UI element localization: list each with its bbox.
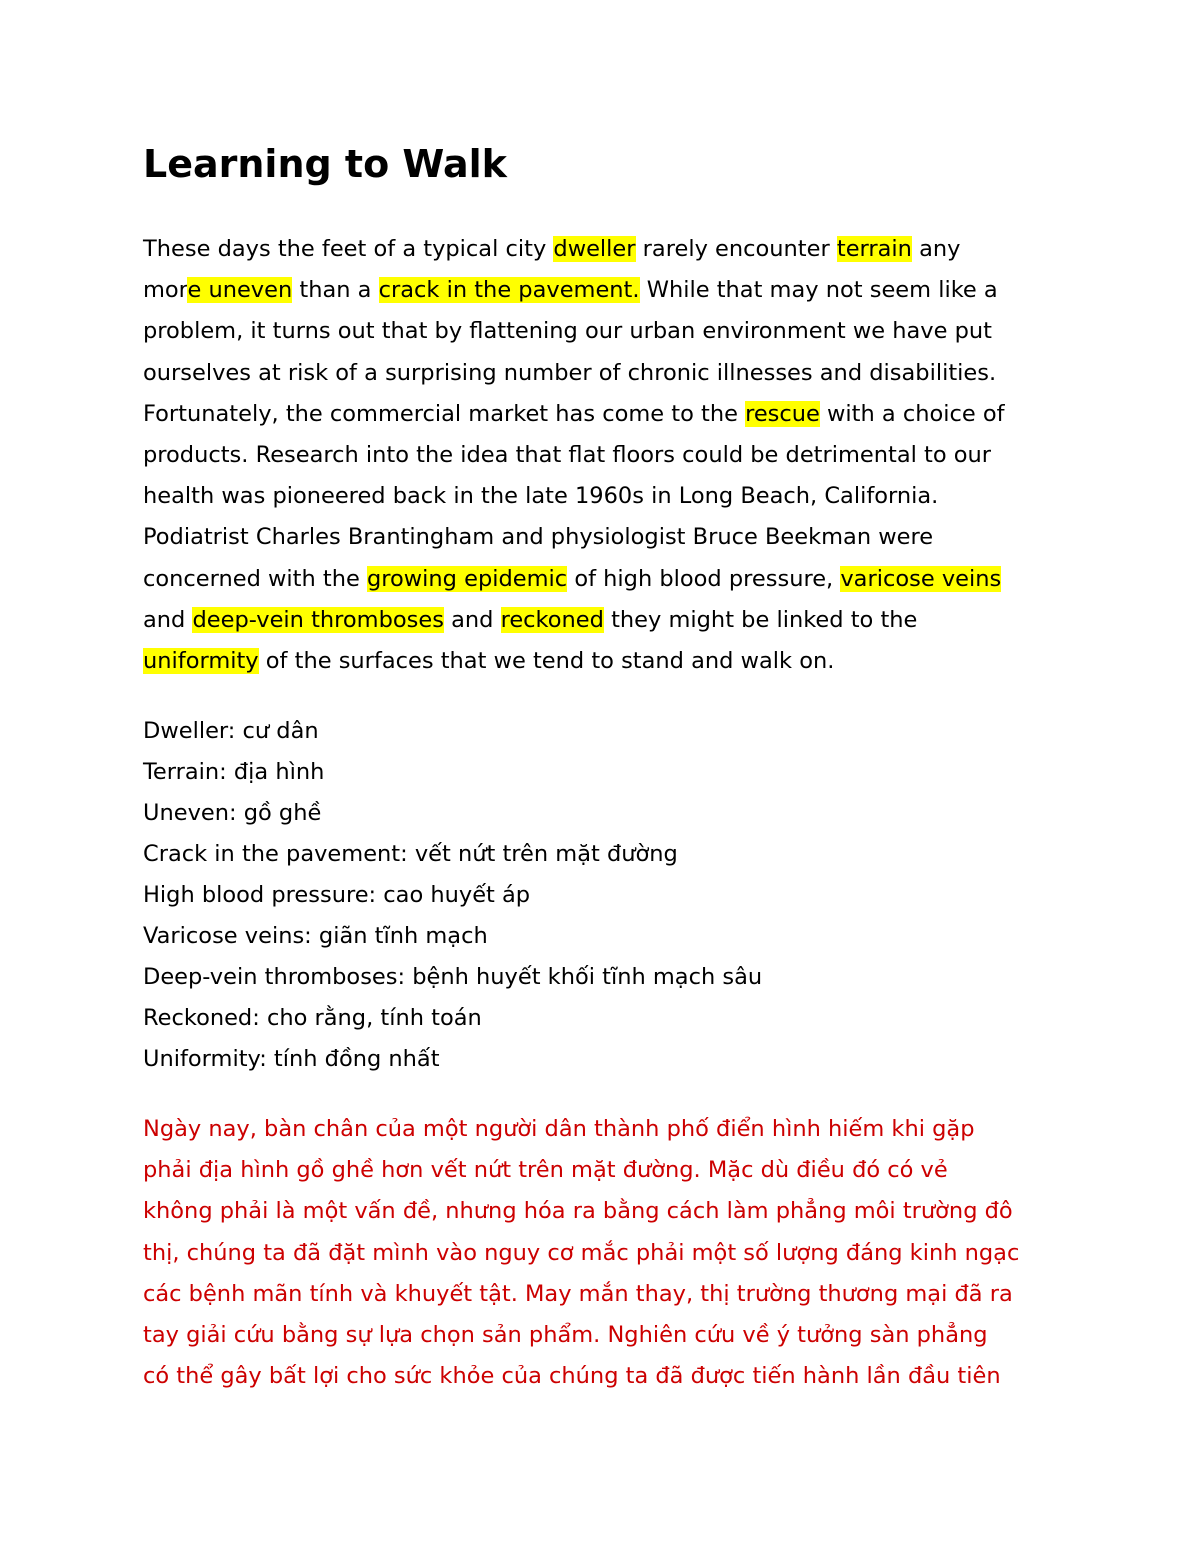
- highlighted-term: varicose veins: [840, 565, 1002, 592]
- highlighted-term: reckoned: [500, 606, 604, 633]
- text-run: any: [911, 236, 961, 262]
- vocabulary-item: Uneven: gồ ghề: [143, 800, 322, 826]
- text-run: rarely encounter: [635, 236, 837, 262]
- translation-line: không phải là một vấn đề, nhưng hóa ra bằng cách làm phẳng môi trường đô: [143, 1198, 1013, 1225]
- text-run: they might be linked to the: [603, 606, 918, 633]
- vocabulary-item: Crack in the pavement: vết nứt trên mặt đường: [143, 841, 678, 867]
- text-run: of the surfaces that we tend to stand and walk on.: [258, 647, 835, 674]
- paragraph-line: [143, 270, 1005, 311]
- translation-line: tay giải cứu bằng sự lựa chọn sản phẩm. Nghiên cứu về ý tưởng sàn phẳng: [143, 1321, 988, 1348]
- translation-line: thị, chúng ta đã đặt mình vào nguy cơ mắc phải một số lượng đáng kinh ngạc: [143, 1239, 1020, 1266]
- highlighted-term: growing epidemic: [366, 565, 568, 592]
- english-paragraph: [143, 229, 1005, 682]
- document-title: Learning to Walk: [143, 142, 507, 186]
- paragraph-line: [143, 435, 1005, 476]
- highlighted-term: rescue: [745, 400, 820, 427]
- text-run: and: [143, 606, 193, 633]
- text-run: Fortunately, the commercial market has come to the: [143, 400, 746, 427]
- text-run: of high blood pressure,: [567, 565, 841, 592]
- highlighted-term: dweller: [553, 236, 636, 262]
- highlighted-term: terrain: [836, 236, 912, 262]
- translation-line: Ngày nay, bàn chân của một người dân thành phố điển hình hiếm khi gặp: [143, 1116, 975, 1142]
- paragraph-line: [143, 311, 1005, 352]
- text-run: than a: [292, 277, 379, 304]
- highlighted-term: deep-vein thromboses: [192, 606, 444, 633]
- vocabulary-item: Deep-vein thromboses: bệnh huyết khối tĩnh mạch sâu: [143, 964, 763, 990]
- vocabulary-item: Varicose veins: giãn tĩnh mạch: [143, 923, 488, 949]
- vocabulary-item: High blood pressure: cao huyết áp: [143, 882, 531, 908]
- vocabulary-list: [143, 711, 762, 1080]
- text-run: Podiatrist Charles Brantingham and physiologist Bruce Beekman were: [143, 524, 934, 551]
- paragraph-line: [143, 641, 1005, 682]
- text-run: concerned with the: [143, 565, 367, 592]
- paragraph-line: [143, 517, 1005, 558]
- highlighted-term: uniformity: [143, 647, 259, 674]
- highlighted-term: crack in the pavement.: [378, 277, 640, 304]
- text-run: mor: [143, 277, 188, 304]
- text-run: problem, it turns out that by flattening our urban environment we have put: [143, 318, 992, 345]
- text-run: and: [443, 606, 501, 633]
- paragraph-line: [143, 353, 1005, 394]
- paragraph-line: [143, 600, 1005, 641]
- translation-line: phải địa hình gồ ghề hơn vết nứt trên mặt đường. Mặc dù điều đó có vẻ: [143, 1157, 948, 1184]
- vietnamese-translation-paragraph: [143, 1109, 1019, 1397]
- text-run: with a choice of: [819, 400, 1005, 427]
- text-run: products. Research into the idea that flat floors could be detrimental to our: [143, 441, 992, 468]
- highlighted-term: e uneven: [187, 277, 293, 304]
- vocabulary-item: Uniformity: tính đồng nhất: [143, 1046, 440, 1072]
- text-run: While that may not seem like a: [639, 277, 998, 304]
- paragraph-line: [143, 559, 1005, 600]
- text-run: health was pioneered back in the late 1960s in Long Beach, California.: [143, 483, 939, 510]
- translation-line: các bệnh mãn tính và khuyết tật. May mắn thay, thị trường thương mại đã ra: [143, 1280, 1013, 1307]
- translation-line: có thể gây bất lợi cho sức khỏe của chúng ta đã được tiến hành lần đầu tiên: [143, 1363, 1001, 1390]
- text-run: These days the feet of a typical city: [143, 236, 554, 262]
- vocabulary-item: Dweller: cư dân: [143, 718, 319, 744]
- paragraph-line: [143, 394, 1005, 435]
- paragraph-line: [143, 476, 1005, 517]
- vocabulary-item: Reckoned: cho rằng, tính toán: [143, 1005, 482, 1031]
- vocabulary-item: Terrain: địa hình: [143, 759, 325, 785]
- text-run: ourselves at risk of a surprising number of chronic illnesses and disabilities.: [143, 359, 997, 386]
- paragraph-line: [143, 229, 1005, 270]
